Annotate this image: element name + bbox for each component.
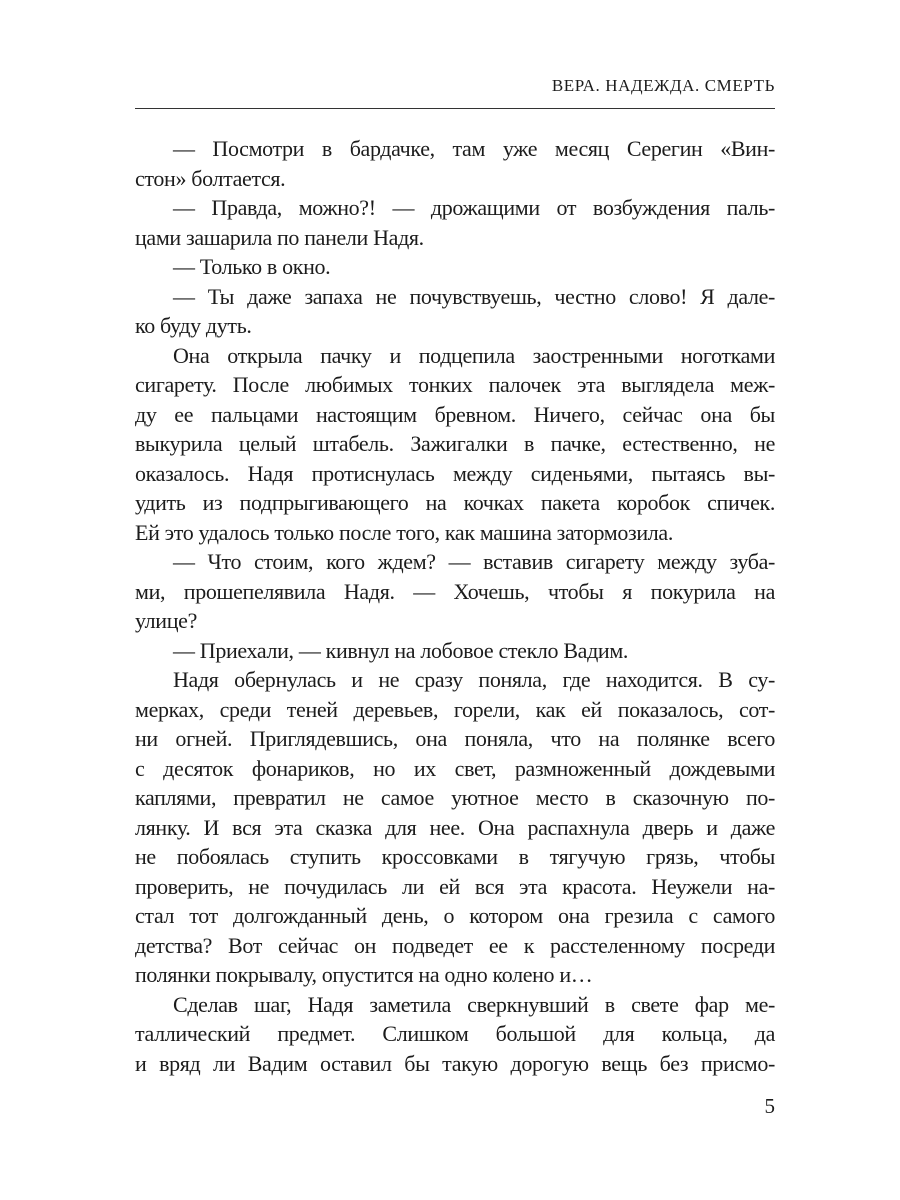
text-line: ду ее пальцами настоящим бревном. Ничего, сейчас она бы	[135, 401, 775, 427]
text-line: лянку. И вся эта сказка для нее. Она распахнула дверь и даже	[135, 814, 775, 840]
text-line: удить из подпрыгивающего на кочках пакета коробок спичек.	[135, 490, 775, 515]
text-line: ко буду дуть.	[135, 313, 252, 338]
text-line: ми, прошепелявила Надя. — Хочешь, чтобы я покурила на	[135, 578, 775, 604]
text-line: ни огней. Приглядевшись, она поняла, что на полянке всего	[135, 726, 775, 751]
text-line: оказалось. Надя протиснулась между сиденьями, пытаясь вы-	[135, 460, 775, 486]
text-line: с десяток фонариков, но их свет, размноженный дождевыми	[135, 755, 775, 781]
text-line: — Что стоим, кого ждем? — вставив сигарету между зуба-	[173, 549, 775, 574]
text-line: и вряд ли Вадим оставил бы такую дорогую вещь без присмо-	[135, 1050, 775, 1076]
text-line: каплями, превратил не самое уютное место в сказочную по-	[135, 785, 775, 810]
text-line: сигарету. После любимых тонких палочек эта выглядела меж-	[135, 372, 775, 397]
header-rule	[135, 108, 775, 109]
text-line: цами зашарила по панели Надя.	[135, 224, 424, 250]
text-line: Ей это удалось только после того, как машина затормозила.	[135, 519, 673, 545]
text-line: — Правда, можно?! — дрожащими от возбуждения паль-	[173, 195, 775, 220]
text-line: не побоялась ступить кроссовками в тягучую грязь, чтобы	[135, 844, 775, 869]
text-line: таллический предмет. Слишком большой для кольца, да	[135, 1021, 775, 1046]
text-line: выкурила целый штабель. Зажигалки в пачке, естественно, не	[135, 431, 775, 456]
text-line: полянки покрывалу, опустится на одно колено и…	[135, 962, 593, 987]
page-number: 5	[764, 1094, 775, 1118]
text-line: мерках, среди теней деревьев, горели, как ей показалось, сот-	[135, 696, 775, 722]
text-line: — Только в окно.	[173, 254, 331, 279]
text-line: Сделав шаг, Надя заметила сверкнувший в свете фар ме-	[173, 991, 775, 1017]
text-line: проверить, не почудилась ли ей вся эта красота. Неужели на-	[135, 873, 775, 899]
text-line: — Посмотри в бардачке, там уже месяц Серегин «Вин-	[173, 136, 775, 161]
text-line: Она открыла пачку и подцепила заостренными ноготками	[173, 342, 775, 368]
text-line: стал тот долгожданный день, о котором она грезила с самого	[135, 903, 775, 928]
text-line: улице?	[135, 608, 197, 633]
running-head: ВЕРА. НАДЕЖДА. СМЕРТЬ	[551, 76, 775, 95]
text-line: — Приехали, — кивнул на лобовое стекло Вадим.	[173, 637, 629, 663]
text-line: — Ты даже запаха не почувствуешь, честно слово! Я дале-	[173, 283, 775, 309]
text-line: стон» болтается.	[135, 165, 286, 191]
text-line: Надя обернулась и не сразу поняла, где находится. В су-	[173, 667, 775, 692]
text-line: детства? Вот сейчас он подведет ее к расстеленному посреди	[135, 932, 775, 958]
body-text	[135, 134, 775, 1078]
